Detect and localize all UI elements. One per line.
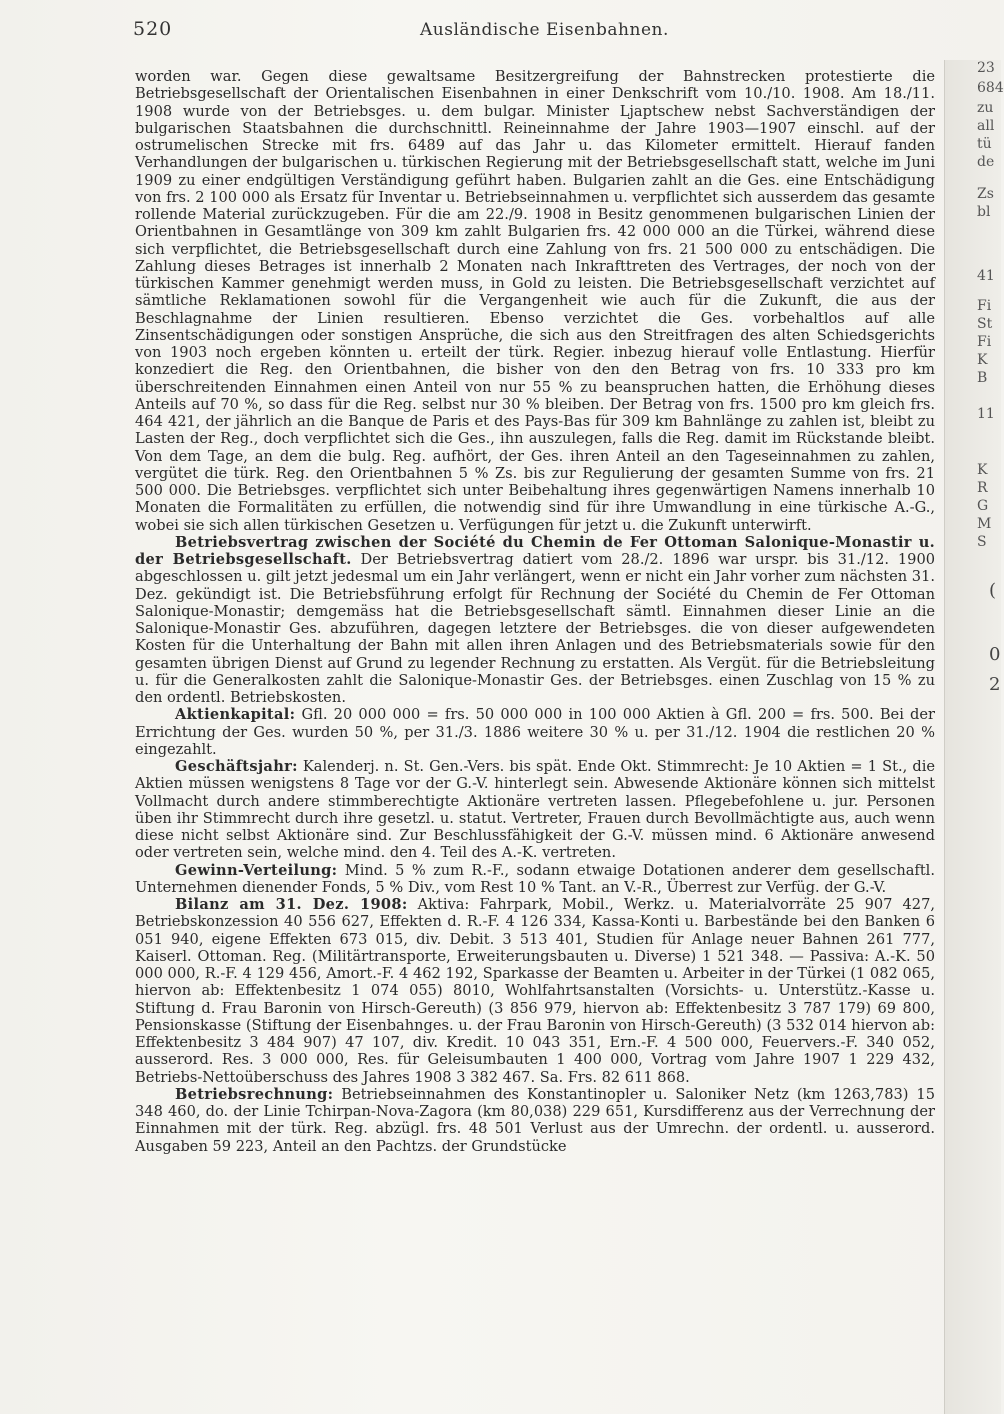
paragraph-text: Gfl. 20 000 000 = frs. 50 000 000 in 100 000 Aktien à Gfl. 200 = frs. 500. Bei der Errichtung der Ges. wurden 50 %, per 31./3. 1886 weitere 30 % u. per 31./12. 1904 die restlichen 20 % eingezahlt. (135, 706, 935, 758)
bleed-fragment: 41 (977, 268, 995, 284)
bleed-fragment: 11 (977, 406, 995, 422)
bleed-fragment: Fi (977, 298, 992, 314)
bleed-fragment: S (977, 534, 987, 550)
adjacent-page-bleed (944, 60, 1004, 1414)
paragraph-text: Der Betriebsvertrag datiert vom 28./2. 1896 war urspr. bis 31./12. 1900 abgeschlossen u. gilt jetzt jedesmal um ein Jahr verlängert, wenn er nicht ein Jahr vorher zum nächsten 31. Dez. gekündigt ist. Die Betriebsführung erfolgt für Rechnung der Société du Chemin de Fer Ottoman Salonique-Monastir; demgemäss hat die Betriebsgesellschaft sämtl. Einnahmen dieser Linie an die Salonique-Monastir Ges. abzuführen, dagegen letztere der Betriebsges. die von dieser aufgewendeten Kosten für die Unterhaltung der Bahn mit allen ihren Anlagen und des Betriebsmaterials sowie für den gesamten übrigen Dienst auf Grund zu legender Rechnung zu erstatten. Als Vergüt. für die Betriebsleitung u. für die Generalkosten zahlt die Salonique-Monastir Ges. der Betriebsges. einen Zuschlag von 15 % zu den ordentl. Betriebskosten. (135, 551, 936, 706)
page-title: Ausländische Eisenbahnen. (420, 20, 669, 40)
paragraph-lead: Betriebsvertrag zwischen der Société du Chemin de Fer Ottoman Salonique-Monastir u. der Betriebsgesellschaft. (135, 533, 935, 568)
bleed-fragment: 684 (977, 80, 1004, 96)
bleed-fragment: all (977, 118, 995, 134)
bleed-fragment: R (977, 480, 988, 496)
paragraph-aktienkapital (135, 706, 935, 758)
bleed-fragment: tü (977, 136, 992, 152)
bleed-fragment: 0 (989, 644, 1001, 665)
paragraph-lead: Gewinn-Verteilung: (175, 861, 338, 879)
bleed-fragment: ( (989, 580, 997, 601)
paragraph-text: Mind. 5 % zum R.-F., sodann etwaige Dotationen anderer dem gesellschaftl. Unternehmen dienender Fonds, 5 % Div., vom Rest 10 % Tant. an V.-R., Überrest zur Verfüg. der G.-V. (135, 861, 935, 896)
page-number: 520 (133, 18, 173, 40)
paragraph-bilanz (135, 896, 935, 1086)
paragraph-text: worden war. Gegen diese gewaltsame Besitzergreifung der Bahnstrecken protestierte die Betriebsgesellschaft der Orientalischen Eisenbahnen in einer Denkschrift vom 10./10. 1908. Am 18./11. 1908 wurde von der Betriebsges. u. dem bulgar. Minister Ljaptschew nebst Sachverständigen der bulgarischen Staatsbahnen die durchschnittl. Reineinnahme der Jahre 1903—1907 einschl. auf der ostrumelischen Strecke mit frs. 6489 auf das Jahr u. das Kilometer ermittelt. Hierauf fanden Verhandlungen der bulgarischen u. türkischen Regierung mit der Betriebsgesellschaft statt, welche im Juni 1909 zu einer endgültigen Verständigung geführt haben. Bulgarien zahlt an die Ges. eine Entschädigung von frs. 2 100 000 als Ersatz für Inventar u. Betriebseinnahmen u. verpflichtet sich ausserdem das gesamte rollende Material zurückzugeben. Für die am 22./9. 1908 in Besitz genommenen bulgarischen Linien der Orientbahnen in Gesamtlänge von 309 km zahlt Bulgarien frs. 42 000 000 an die Türkei, während diese sich verpflichtet, die Betriebsgesellschaft durch eine Zahlung von frs. 21 500 000 zu entschädigen. Die Zahlung dieses Betrages ist innerhalb 2 Monaten nach Inkrafttreten des Vertrages, der noch von der türkischen Kammer genehmigt werden muss, in Gold zu leisten. Die Betriebsgesellschaft verzichtet auf sämtliche Reklamationen sowohl für die Vergangenheit wie auch für die Zukunft, die aus der Beschlagnahme der Linien resultieren. Ebenso verzichtet die Ges. vorbehaltlos auf alle Zinsentschädigungen oder sonstigen Ansprüche, die sich aus den Streitfragen des alten Schiedsgerichts von 1903 noch ergeben könnten u. erteilt der türk. Regier. inbezug hierauf volle Entlastung. Hierfür konzediert die Reg. den Orientbahnen, die bisher von den den Betrag von frs. 10 333 pro km überschreitenden Einnahmen einen Anteil von nur 55 % zu beanspruchen hatten, die Erhöhung dieses Anteils auf 70 %, so dass für die Reg. selbst nur 30 % bleiben. Der Betrag von frs. 1500 pro km gleich frs. 464 421, der jährlich an die Banque de Paris et des Pays-Bas für 309 km Bahnlänge zu zahlen ist, bleibt zu Lasten der Reg., doch verpflichtet sich die Ges., ihn auszulegen, falls die Reg. damit im Rückstande bleibt. Von dem Tage, an dem die bulg. Reg. aufhört, der Ges. ihren Anteil an den Tageseinnahmen zu zahlen, vergütet die türk. Reg. den Orientbahnen 5 % Zs. bis zur Regulierung der gesamten Summe von frs. 21 500 000. Die Betriebsges. verpflichtet sich unter Beibehaltung ihres gegenwärtigen Namens innerhalb 10 Monaten die Formalitäten zu erfüllen, die notwendig sind für ihre Umwandlung in eine türkische A.-G., wobei sie sich allen türkischen Gesetzen u. Verfügungen für jetzt u. die Zukunft unterwirft. (135, 68, 935, 534)
paragraph-gewinn-verteilung (135, 862, 935, 897)
paragraph-lead: Geschäftsjahr: (175, 758, 298, 775)
bleed-fragment: B (977, 370, 988, 386)
paragraph-betriebsvertrag (135, 534, 935, 707)
paragraph-lead: Betriebsrechnung: (175, 1085, 334, 1103)
main-text-column (135, 68, 935, 1155)
paragraph-geschaeftsjahr (135, 758, 935, 862)
bleed-fragment: Zs (977, 186, 994, 202)
bleed-fragment: K (977, 462, 988, 478)
bleed-fragment: St (977, 316, 993, 332)
paragraph-intro (135, 68, 935, 534)
bleed-fragment: K (977, 352, 988, 368)
bleed-fragment: M (977, 516, 992, 532)
paragraph-text: Kalenderj. n. St. Gen.-Vers. bis spät. Ende Okt. Stimmrecht: Je 10 Aktien = 1 St., die Aktien müssen wenigstens 8 Tage vor der G.-V. hinterlegt sein. Abwesende Aktionäre können sich mittelst Vollmacht durch andere stimmberechtigte Aktionäre vertreten lassen. Pflegebefohlene u. jur. Personen üben ihr Stimmrecht durch ihre gesetzl. u. statut. Vertreter, Frauen durch Bevollmächtigte aus, auch wenn diese nicht selbst Aktionäre sind. Zur Beschlussfähigkeit der G.-V. müssen mind. 6 Aktionäre anwesend oder vertreten sein, welche mind. den 4. Teil des A.-K. vertreten. (135, 758, 935, 862)
paragraph-text: Aktiva: Fahrpark, Mobil., Werkz. u. Materialvorräte 25 907 427, Betriebskonzession 40 556 627, Effekten d. R.-F. 4 126 334, Kassa-Konti u. Barbestände bei den Banken 6 051 940, eigene Effekten 673 015, div. Debit. 3 513 401, Studien für Anlage neuer Bahnen 261 777, Kaiserl. Ottoman. Reg. (Militärtransporte, Erweiterungsbauten u. Diverse) 1 521 348. — Passiva: A.-K. 50 000 000, R.-F. 4 129 456, Amort.-F. 4 462 192, Sparkasse der Beamten u. Arbeiter in der Türkei (1 082 065, hiervon ab: Effektenbesitz 1 074 055) 8010, Wohlfahrtsanstalten (Vorsichts- u. Unterstütz.-Kasse u. Stiftung d. Frau Baronin von Hirsch-Gereuth) (3 856 979, hiervon ab: Effektenbesitz 3 787 179) 69 800, Pensionskasse (Stiftung der Eisenbahnges. u. der Frau Baronin von Hirsch-Gereuth) (3 532 014 hiervon ab: Effektenbesitz 3 484 907) 47 107, div. Kredit. 10 043 351, Ern.-F. 4 500 000, Feuervers.-F. 340 052, ausserord. Res. 3 000 000, Res. für Geleisumbauten 1 400 000, Vortrag vom Jahre 1907 1 229 432, Betriebs-Nettoüberschuss des Jahres 1908 3 382 467. Sa. Frs. 82 611 868. (135, 896, 935, 1086)
paragraph-text: Betriebseinnahmen des Konstantinopler u. Saloniker Netz (km 1263,783) 15 348 460, do. der Linie Tchirpan-Nova-Zagora (km 80,038) 229 651, Kursdifferenz aus der Verrechnung der Einnahmen mit der türk. Reg. abzügl. frs. 48 501 Verlust aus der Umrechn. der ordentl. u. ausserord. Ausgaben 59 223, Anteil an den Pachtzs. der Grundstücke (135, 1085, 935, 1155)
paragraph-betriebsrechnung (135, 1086, 935, 1155)
bleed-fragment: de (977, 154, 995, 170)
bleed-fragment: 23 (977, 60, 995, 76)
paragraph-lead: Bilanz am 31. Dez. 1908: (175, 896, 408, 913)
bleed-fragment: bl (977, 204, 991, 220)
bleed-fragment: Fi (977, 334, 992, 350)
paragraph-lead: Aktienkapital: (175, 706, 296, 724)
bleed-fragment: 2 (989, 674, 1001, 695)
bleed-fragment: G (977, 498, 989, 514)
bleed-fragment: zu (977, 100, 994, 116)
